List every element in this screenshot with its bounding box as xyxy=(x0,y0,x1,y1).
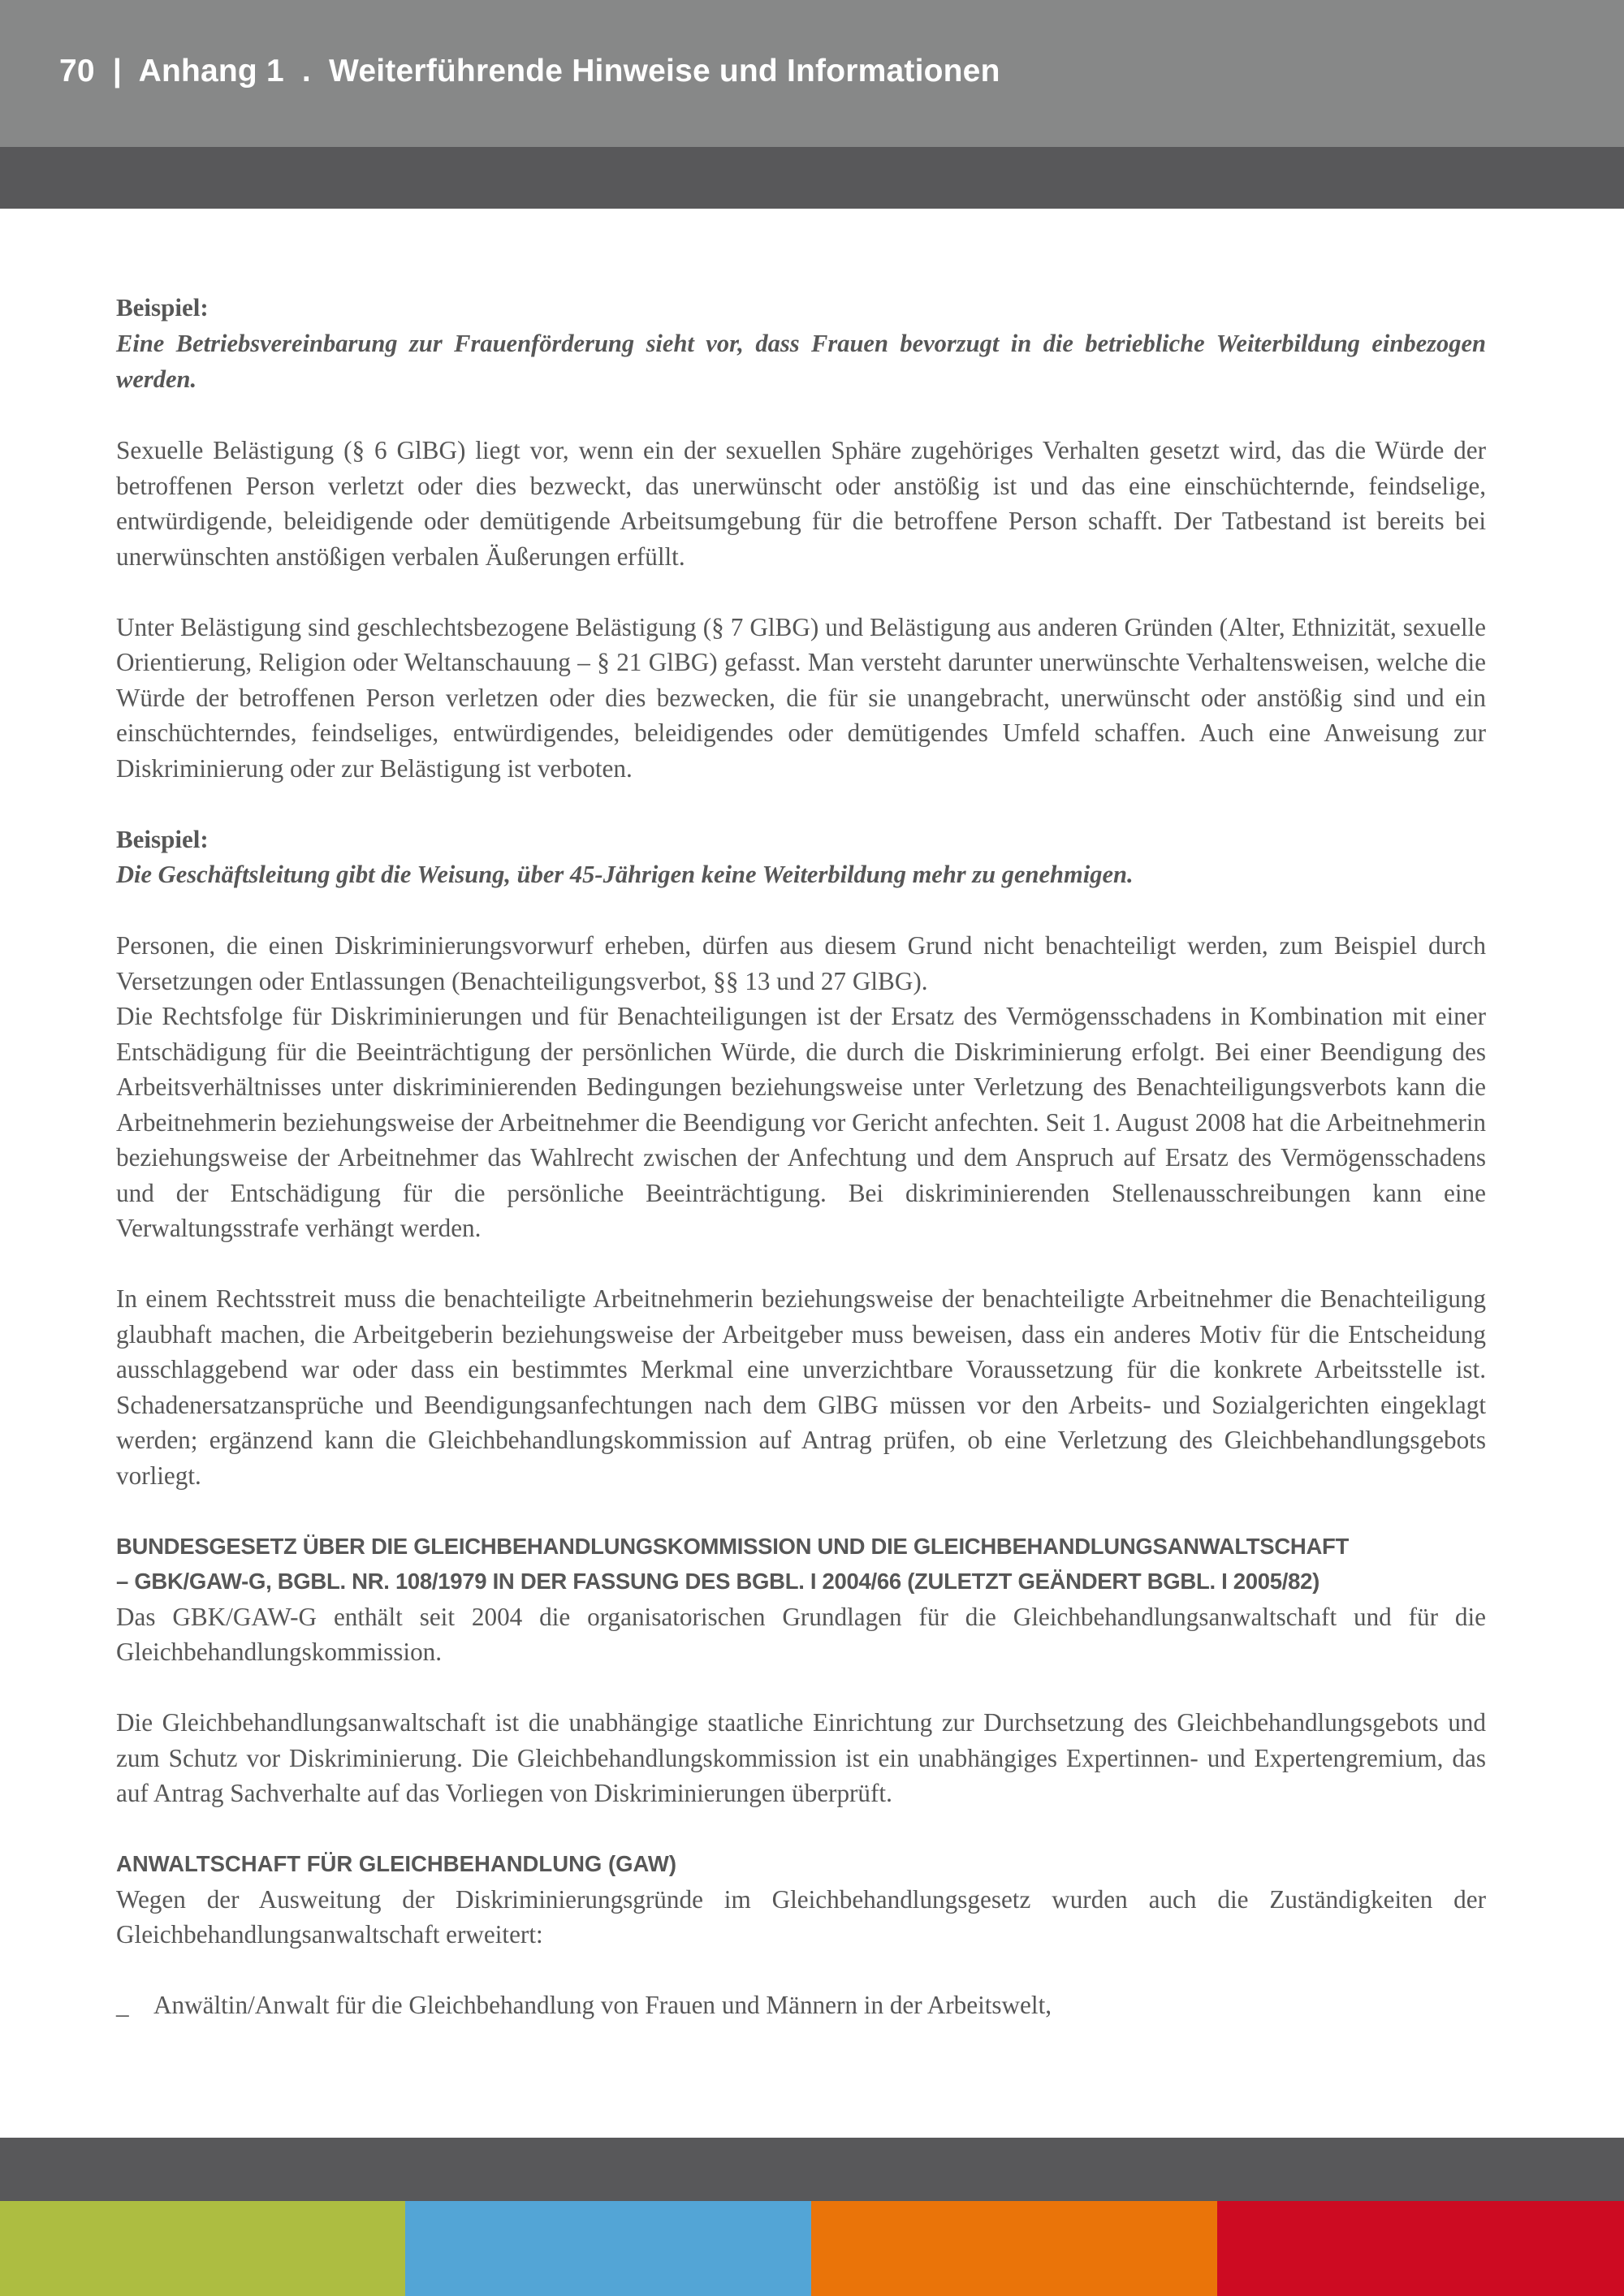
page-header-title: 70 | Anhang 1 . Weiterführende Hinweise und Informationen xyxy=(59,54,1000,88)
example1-text: Eine Betriebsvereinbarung zur Frauenförderung sieht vor, dass Frauen bevorzugt in die betriebliche Weiterbildung einbezogen werden. xyxy=(116,329,1486,393)
footer-stripe-blue xyxy=(405,2201,811,2296)
list-item-text: Anwältin/Anwalt für die Gleichbehandlung von Frauen und Männern in der Arbeitswelt, xyxy=(153,1991,1052,2019)
paragraph-gaw-competences: Wegen der Ausweitung der Diskriminierungsgründe im Gleichbehandlungsgesetz wurden auch die Zuständigkeiten der Gleichbehandlungsanwaltschaft erweitert: xyxy=(116,1884,1486,1949)
paragraph-victimisation: Personen, die einen Diskriminierungsvorwurf erheben, dürfen aus diesem Grund nicht benachteiligt werden, zum Beispiel durch Versetzungen oder Entlassungen (Benachteiligungsverbot, §§ 13 und 27 GlBG). xyxy=(116,931,1486,995)
footer-stripe-orange xyxy=(811,2201,1217,2296)
example1-label: Beispiel: xyxy=(116,293,209,322)
footer-stripe-red xyxy=(1217,2201,1624,2296)
example2-label: Beispiel: xyxy=(116,824,209,853)
paragraph-legal-consequences: Die Rechtsfolge für Diskriminierungen und für Benachteiligungen ist der Ersatz des Vermögensschadens in Kombination mit einer Entschädigung für die Beeinträchtigung der persönlichen Würde, die durch die Diskriminierung erfolgt. Bei einer Beendigung des Arbeitsverhältnisses unter diskriminierenden Bedingungen beziehungsweise unter Verletzung des Benachteiligungsverbots kann die Arbeitnehmerin beziehungsweise der Arbeitnehmer die Beendigung vor Gericht anfechten. Seit 1. August 2008 hat die Arbeitnehmerin beziehungsweise der Arbeitnehmer das Wahlrecht zwischen der Anfechtung und dem Anspruch auf Ersatz des Vermögensschadens und der Entschädigung für die persönliche Beeinträchtigung. Bei diskriminierenden Stellenausschreibungen kann eine Verwaltungsstrafe verhängt werden. xyxy=(116,1002,1486,1242)
bullet-dash-icon: _ xyxy=(116,1991,129,2019)
page-body xyxy=(116,290,1486,2023)
paragraph-harassment: Unter Belästigung sind geschlechtsbezogene Belästigung (§ 7 GlBG) und Belästigung aus anderen Gründen (Alter, Ethnizität, sexuelle Orientierung, Religion oder Weltanschauung – § 21 GlBG) gefasst. Man versteht darunter unerwünschte Verhaltensweisen, welche die Würde der betroffenen Person verletzen oder dies bezwecken, die für sie unangebracht, unerwünscht oder anstößig sind und ein einschüchterndes, feindseliges, entwürdigendes, beleidigendes oder demütigendes Umfeld schaffen. Auch eine Anweisung zur Diskriminierung oder zur Belästigung ist verboten. xyxy=(116,612,1486,783)
footer-dark-band xyxy=(0,2138,1624,2201)
section-heading-gaw: ANWALTSCHAFT FÜR GLEICHBEHANDLUNG (GAW) xyxy=(116,1851,676,1876)
section-heading-gbk-gaw-g-line1: BUNDESGESETZ ÜBER DIE GLEICHBEHANDLUNGSKOMMISSION UND DIE GLEICHBEHANDLUNGSANWALTSCHAFT xyxy=(116,1533,1349,1559)
paragraph-sexual-harassment: Sexuelle Belästigung (§ 6 GlBG) liegt vor, wenn ein der sexuellen Sphäre zugehöriges Verhalten gesetzt wird, das die Würde der betroffenen Person verletzt oder dies bezweckt, das unerwünscht oder anstößig ist und das eine einschüchternde, feindselige, entwürdigende, beleidigende oder demütigende Arbeitsumgebung für die betroffene Person schafft. Der Tatbestand ist bereits bei unerwünschten anstößigen verbalen Äußerungen erfüllt. xyxy=(116,436,1486,571)
example2-text: Die Geschäftsleitung gibt die Weisung, über 45-Jährigen keine Weiterbildung mehr zu genehmigen. xyxy=(116,861,1134,888)
header-bar xyxy=(0,0,1624,147)
list-item xyxy=(116,1987,1486,2023)
paragraph-burden-of-proof: In einem Rechtsstreit muss die benachteiligte Arbeitnehmerin beziehungsweise der benachteiligte Arbeitnehmer die Benachteiligung glaubhaft machen, die Arbeitgeberin beziehungsweise der Arbeitgeber muss beweisen, dass ein anderes Motiv für die Entscheidung ausschlaggebend war oder dass ein bestimmtes Merkmal eine unverzichtbare Voraussetzung für die konkrete Arbeitsstelle ist. Schadenersatzansprüche und Beendigungsanfechtungen nach dem GlBG müssen vor den Arbeits- und Sozialgerichten eingeklagt werden; ergänzend kann die Gleichbehandlungskommission auf Antrag prüfen, ob eine Verletzung des Gleichbehandlungsgebots vorliegt. xyxy=(116,1284,1486,1490)
footer-color-stripes xyxy=(0,2201,1624,2296)
header-dark-band xyxy=(0,147,1624,209)
section-heading-gbk-gaw-g-line2: – GBK/GAW-G, BGBL. NR. 108/1979 IN DER FASSUNG DES BGBL. I 2004/66 (ZULETZT GEÄNDERT BGBL. I 2005/82) xyxy=(116,1569,1320,1594)
paragraph-gaw-commission: Die Gleichbehandlungsanwaltschaft ist die unabhängige staatliche Einrichtung zur Durchsetzung des Gleichbehandlungsgebots und zum Schutz vor Diskriminierung. Die Gleichbehandlungskommission ist ein unabhängiges Expertinnen- und Expertengremium, das auf Antrag Sachverhalte auf das Vorliegen von Diskriminierungen überprüft. xyxy=(116,1708,1486,1807)
paragraph-gbk-gaw-g: Das GBK/GAW-G enthält seit 2004 die organisatorischen Grundlagen für die Gleichbehandlungsanwaltschaft und für die Gleichbehandlungskommission. xyxy=(116,1602,1486,1666)
footer-stripe-green xyxy=(0,2201,405,2296)
